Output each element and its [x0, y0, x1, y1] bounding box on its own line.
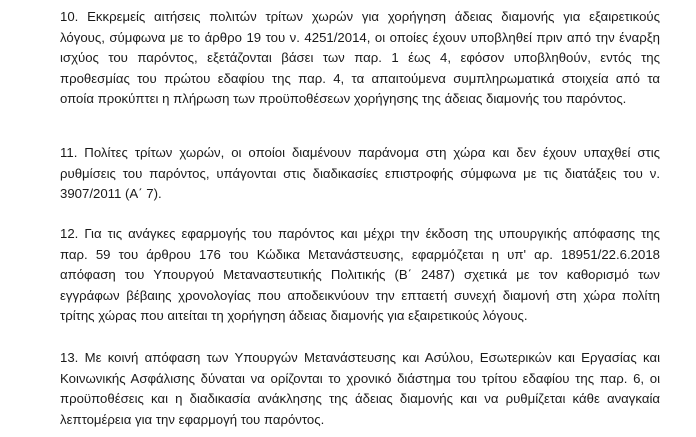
text-line: ισχύος του παρόντος, εξετάζονται βάσει των παρ. 1 έως 4, εφόσον υποβληθούν, εντός της	[60, 50, 660, 65]
text-line: απόφαση του Υπουργού Μεταναστευτικής Πολιτικής (Β΄ 2487) σχετικά με τον καθορισμό των	[60, 267, 660, 282]
text-line: 10. Εκκρεμείς αιτήσεις πολιτών τρίτων χωρών για χορήγηση άδειας διαμονής για εξαιρετικούς	[60, 9, 660, 24]
text-line: οποία προκύπτει η πλήρωση των προϋποθέσεων χορήγησης της άδειας διαμονής του παρόντος.	[60, 91, 627, 106]
text-line: λεπτομέρεια για την εφαρμογή του παρόντος.	[60, 411, 325, 427]
text-line: ρυθμίσεις του παρόντος, υπάγονται στις διαδικασίες επιστροφής σύμφωνα με τις διατάξεις του ν.	[60, 165, 660, 181]
text-line: προϋποθέσεις και η διαδικασία ανάκλησης της άδειας διαμονής και να ρυθμίζεται κάθε αναγκαία	[60, 391, 660, 406]
text-line: 3907/2011 (Α΄ 7).	[60, 186, 162, 201]
text-line: 13. Με κοινή απόφαση των Υπουργών Μετανάστευσης και Ασύλου, Εσωτερικών και Εργασίας και	[60, 350, 660, 365]
text-line: λόγους, σύμφωνα με το άρθρο 19 του ν. 4251/2014, οι οποίες έχουν υποβληθεί πριν από την έναρξη	[60, 29, 660, 45]
text-line: εγγράφων βέβαιης χρονολογίας που αποδεικνύουν την επταετή συνεχή διαμονή στη χώρα πολίτη	[60, 287, 660, 303]
paragraph-12	[60, 224, 660, 327]
text-line: 11. Πολίτες τρίτων χωρών, οι οποίοι διαμένουν παράνομα στη χώρα και δεν έχουν υπαχθεί στις	[60, 145, 660, 160]
paragraph-13	[60, 348, 660, 430]
text-line: 12. Για τις ανάγκες εφαρμογής του παρόντος και μέχρι την έκδοση της υπουργικής απόφασης της	[60, 226, 660, 241]
paragraph-11	[60, 143, 660, 205]
paragraph-10	[60, 7, 660, 110]
text-line: Κοινωνικής Ασφάλισης δύναται να ορίζονται το χρονικό διάστημα του τρίτου εδαφίου της παρ. 6, οι	[60, 370, 660, 386]
text-line: τρίτης χώρας που αιτείται τη χορήγηση άδειας διαμονής για εξαιρετικούς λόγους.	[60, 308, 528, 323]
text-line: παρ. 59 του άρθρου 176 του Κώδικα Μετανάστευσης, εφαρμόζεται η υπ' αρ. 18951/22.6.2018	[60, 246, 660, 262]
text-line: προθεσμίας του πρώτου εδαφίου της παρ. 4, τα απαιτούμενα συμπληρωματικά στοιχεία από τα	[60, 70, 660, 86]
